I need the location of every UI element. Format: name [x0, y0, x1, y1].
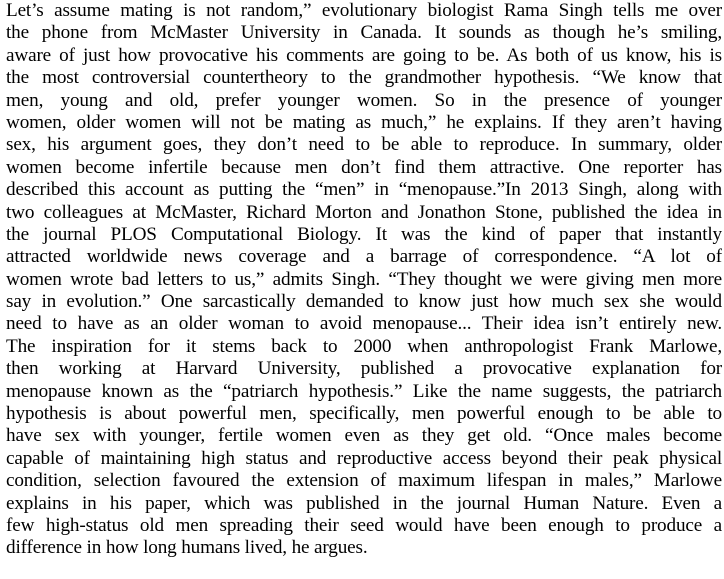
- text-line: capable of maintaining high status and reproductive access beyond their peak physical: [6, 447, 722, 469]
- text-line: attracted worldwide news coverage and a barrage of correspondence. “A lot of: [6, 246, 722, 268]
- text-line: explains in his paper, which was published in the journal Human Nature. Even a: [6, 492, 722, 514]
- text-line: described this account as putting the “men” in “menopause.”In 2013 Singh, along with: [6, 179, 722, 201]
- text-line: hypothesis is about powerful men, specifically, men powerful enough to be able to: [6, 403, 722, 425]
- text-line: say in evolution.” One sarcastically demanded to know just how much sex she would: [6, 291, 722, 313]
- text-line: the phone from McMaster University in Canada. It sounds as though he’s smiling,: [6, 22, 722, 44]
- text-line: aware of just how provocative his comments are going to be. As both of us know, his is: [6, 44, 722, 66]
- text-line: the journal PLOS Computational Biology. It was the kind of paper that instantly: [6, 223, 722, 245]
- text-line: need to have as an older woman to avoid menopause... Their idea isn’t entirely new.: [6, 313, 722, 335]
- text-line: the most controversial countertheory to the grandmother hypothesis. “We know that: [6, 67, 722, 89]
- text-line: men, young and old, prefer younger women. So in the presence of younger: [6, 89, 722, 111]
- text-line: then working at Harvard University, published a provocative explanation for: [6, 358, 722, 380]
- text-line: have sex with younger, fertile women even as they get old. “Once males become: [6, 425, 722, 447]
- text-line: two colleagues at McMaster, Richard Morton and Jonathon Stone, published the idea in: [6, 201, 722, 223]
- text-line: women, older women will not be mating as much,” he explains. If they aren’t having: [6, 111, 722, 133]
- text-line: few high-status old men spreading their seed would have been enough to produce a: [6, 514, 722, 536]
- text-line: The inspiration for it stems back to 2000 when anthropologist Frank Marlowe,: [6, 335, 722, 357]
- text-line: sex, his argument goes, they don’t need to be able to reproduce. In summary, older: [6, 134, 722, 156]
- text-line: condition, selection favoured the extension of maximum lifespan in males,” Marlowe: [6, 470, 722, 492]
- text-line: menopause known as the “patriarch hypothesis.” Like the name suggests, the patriarch: [6, 380, 722, 402]
- text-line: difference in how long humans lived, he argues.: [6, 537, 368, 559]
- text-line: Let’s assume mating is not random,” evolutionary biologist Rama Singh tells me over: [6, 0, 722, 21]
- text-line: women become infertile because men don’t find them attractive. One reporter has: [6, 156, 722, 178]
- text-line: women wrote bad letters to us,” admits Singh. “They thought we were giving men more: [6, 268, 722, 290]
- article-text: [6, 0, 722, 560]
